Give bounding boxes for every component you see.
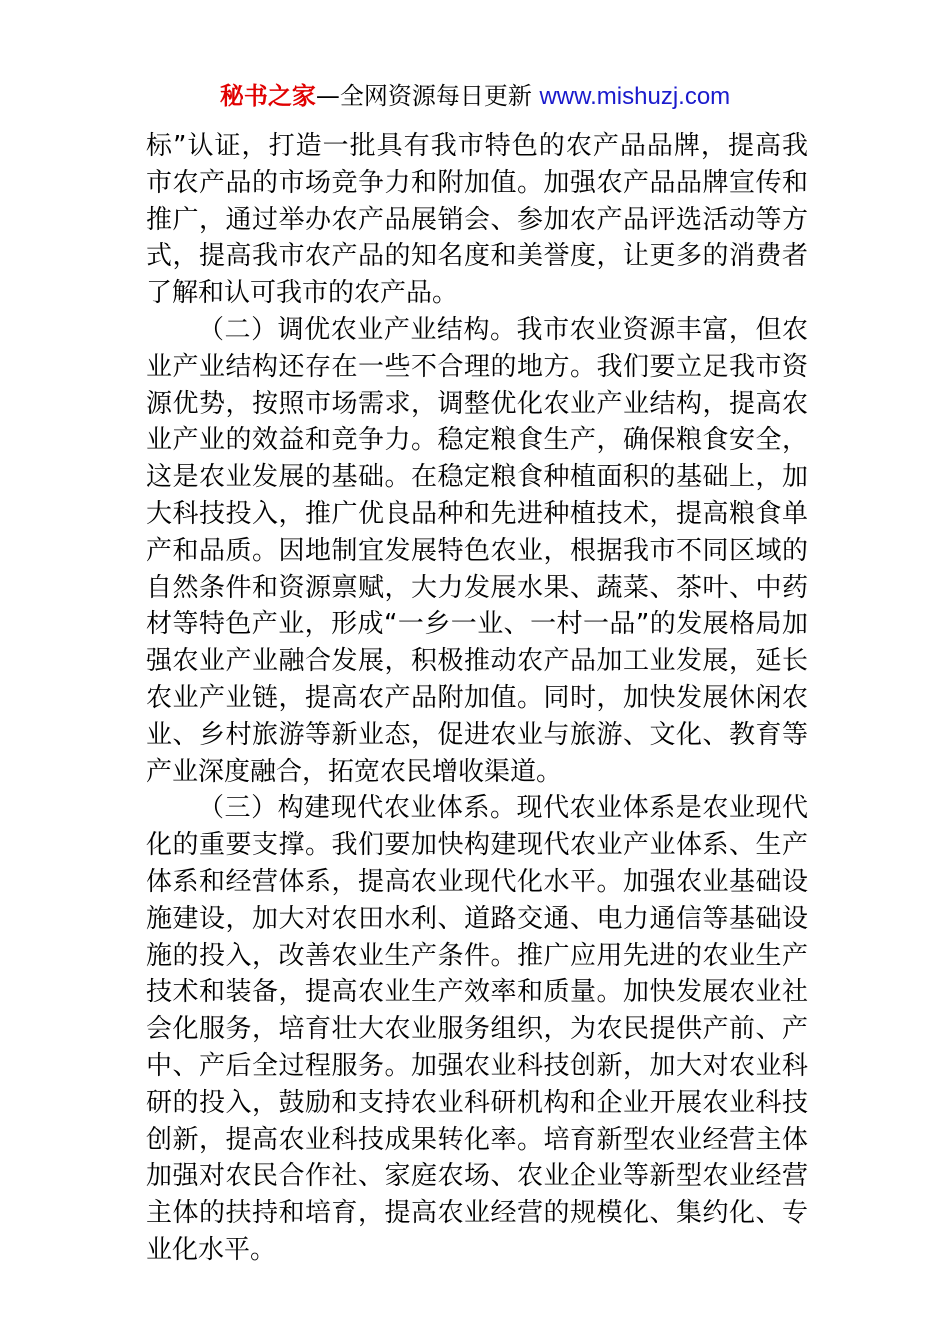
site-url-link[interactable]: www.mishuzj.com [539,83,731,110]
paragraph-continued: 标”认证，打造一批具有我市特色的农产品品牌，提高我市农产品的市场竞争力和附加值。加强农产品品牌宣传和推广，通过举办农产品展销会、参加农产品评选活动等方式，提高我市农产品的知名度和美誉度，让更多的消费者了解和认可我市的农产品。 [146,131,808,309]
paragraph-section-3: （三）构建现代农业体系。现代农业体系是农业现代化的重要支撑。我们要加快构建现代农业产业体系、生产体系和经营体系，提高农业现代化水平。加强农业基础设施建设，加大对农田水利、道路交通、电力通信等基础设施的投入，改善农业生产条件。推广应用先进的农业生产技术和装备，提高农业生产效率和质量。加快发展农业社会化服务，培育壮大农业服务组织，为农民提供产前、产中、产后全过程服务。加强农业科技创新，加大对农业科研的投入，鼓励和支持农业科研机构和企业开展农业科技创新，提高农业科技成果转化率。培育新型农业经营主体加强对农民合作社、家庭农场、农业企业等新型农业经营主体的扶持和培育，提高农业经营的规模化、集约化、专业化水平。 [146,793,808,1265]
site-header [0,78,950,115]
brand-name: 秘书之家 [219,82,316,110]
paragraph-section-2: （二）调优农业产业结构。我市农业资源丰富，但农业产业结构还存在一些不合理的地方。我们要立足我市资源优势，按照市场需求，调整优化农业产业结构，提高农业产业的效益和竞争力。稳定粮食生产，确保粮食安全，这是农业发展的基础。在稳定粮食种植面积的基础上，加大科技投入，推广优良品种和先进种植技术，提高粮食单产和品质。因地制宜发展特色农业，根据我市不同区域的自然条件和资源禀赋，大力发展水果、蔬菜、茶叶、中药材等特色产业，形成“一乡一业、一村一品”的发展格局加强农业产业融合发展，积极推动农产品加工业发展，延长农业产业链，提高农产品附加值。同时，加快发展休闲农业、乡村旅游等新业态，促进农业与旅游、文化、教育等产业深度融合，拓宽农民增收渠道。 [146,314,808,787]
header-tagline: —全网资源每日更新 [315,82,540,110]
document-body [146,128,808,1269]
